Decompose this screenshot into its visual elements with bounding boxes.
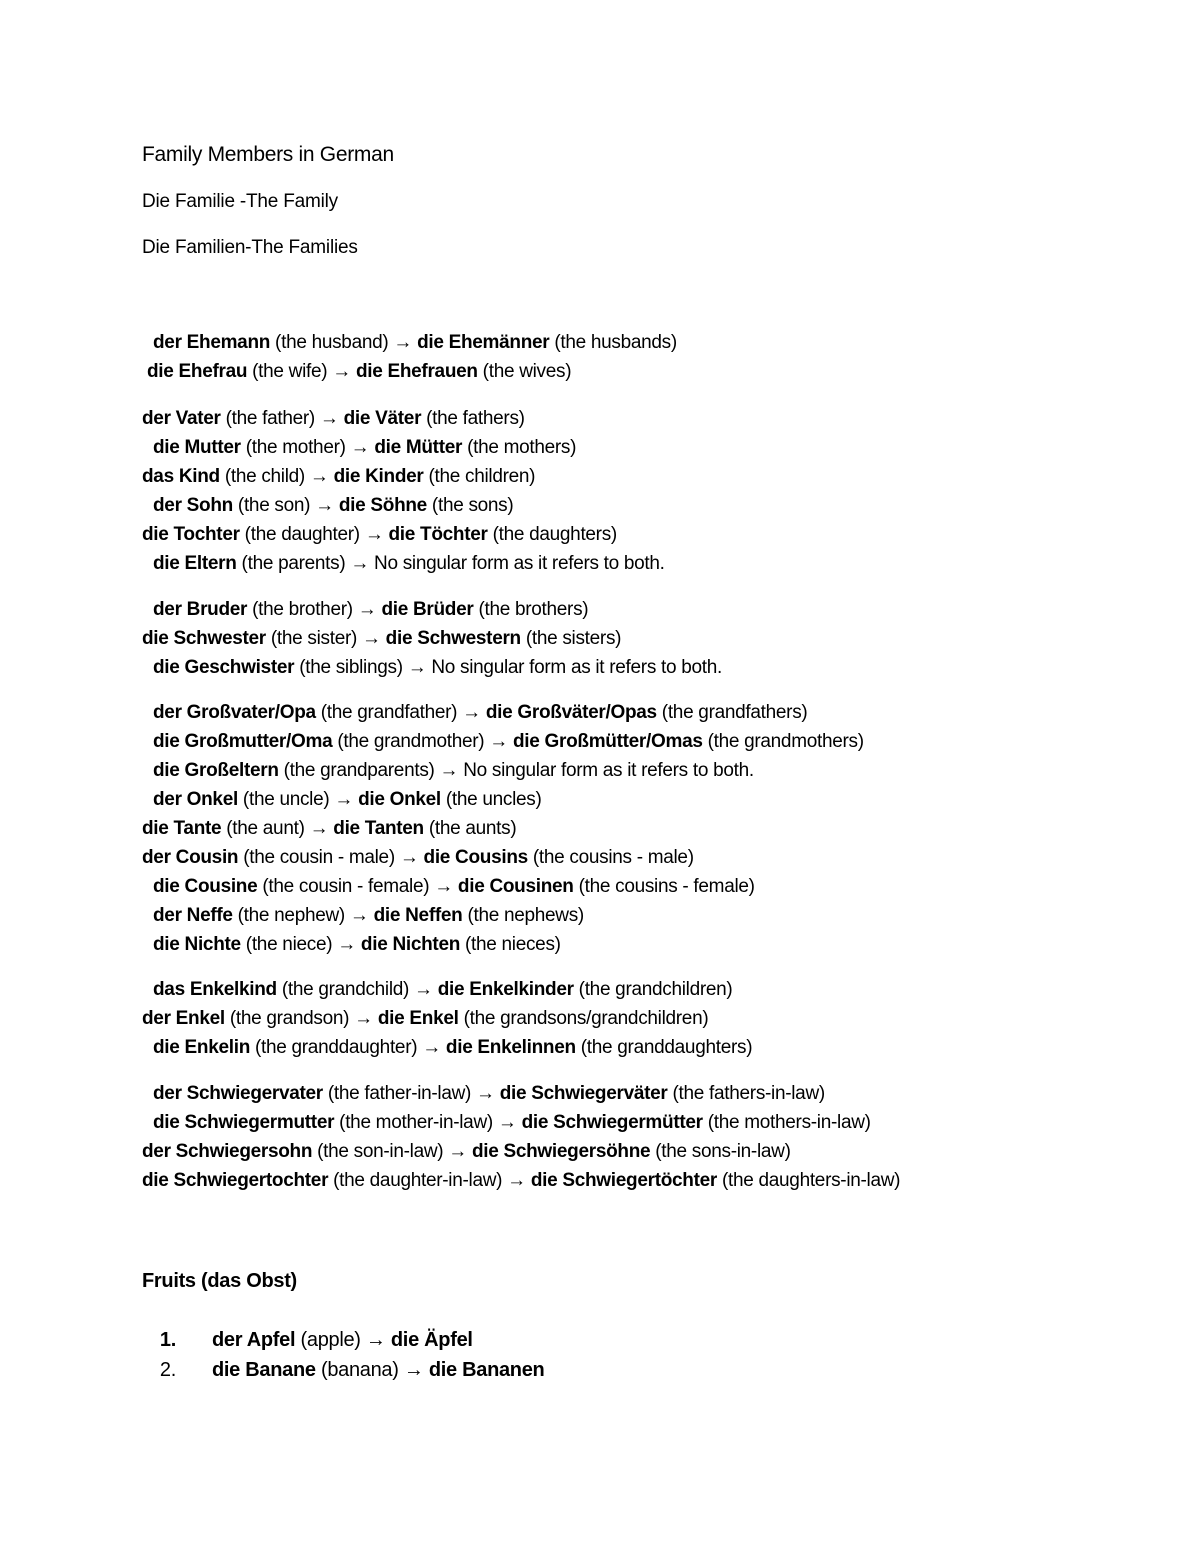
plural-term: die Enkelkinder <box>437 979 574 1000</box>
plural-translation: (the uncles) <box>440 789 542 810</box>
singular-term: die Schwiegertochter <box>142 1170 329 1191</box>
singular-term: die Schwester <box>142 628 266 649</box>
singular-term: die Geschwister <box>153 657 295 678</box>
plural-term: die Tanten <box>333 818 424 839</box>
vocab-entry <box>142 727 1142 756</box>
vocab-entry <box>142 357 1142 386</box>
vocab-entry <box>142 1004 1142 1033</box>
plural-term: die Ehemänner <box>417 332 550 353</box>
plural-term: die Brüder <box>381 599 474 620</box>
singular-translation: (the son-in-law) → <box>312 1141 472 1162</box>
singular-translation: (the aunt) → <box>221 818 334 839</box>
plural-term: die Onkel <box>358 789 441 810</box>
singular-term: der Neffe <box>153 905 233 926</box>
singular-translation: (the siblings) → No singular form as it refers to both. <box>294 657 722 678</box>
singular-term: das Kind <box>142 466 220 487</box>
singular-translation: (apple) → <box>295 1329 391 1351</box>
singular-term: der Schwiegervater <box>153 1083 323 1104</box>
plural-term: die Väter <box>343 408 422 429</box>
plural-translation: (the daughters-in-law) <box>717 1170 901 1191</box>
plural-term: die Enkelinnen <box>445 1037 576 1058</box>
vocab-group-extended-family <box>142 698 1142 959</box>
vocab-group-in-laws <box>142 1079 1142 1195</box>
singular-term: die Banane <box>212 1359 316 1381</box>
singular-translation: (the uncle) → <box>237 789 359 810</box>
vocab-entry <box>142 520 1142 549</box>
singular-translation: (the cousin - male) → <box>238 847 424 868</box>
vocab-entry <box>142 433 1142 462</box>
plural-translation: (the sisters) <box>520 628 622 649</box>
plural-translation: (the cousins - female) <box>573 876 755 897</box>
singular-translation: (the parents) → No singular form as it refers to both. <box>236 553 665 574</box>
vocab-entry <box>142 462 1142 491</box>
singular-translation: (banana) → <box>315 1359 429 1381</box>
vocab-group-grandchildren <box>142 975 1142 1062</box>
vocab-entry <box>142 404 1142 433</box>
singular-translation: (the father-in-law) → <box>322 1083 500 1104</box>
singular-translation: (the son) → <box>232 495 339 516</box>
vocab-group-spouses <box>142 328 1142 386</box>
fruits-heading: Fruits (das Obst) <box>142 1270 297 1292</box>
singular-translation: (the grandfather) → <box>315 702 486 723</box>
vocab-entry <box>142 975 1142 1004</box>
vocab-entry <box>142 624 1142 653</box>
singular-term: die Nichte <box>153 934 241 955</box>
singular-translation: (the cousin - female) → <box>257 876 458 897</box>
plural-term: die Bananen <box>428 1359 545 1381</box>
plural-term: die Äpfel <box>390 1329 473 1351</box>
subtitle-family: Die Familie -The Family <box>142 191 338 212</box>
vocab-entry <box>142 1166 1142 1195</box>
singular-translation: (the sister) → <box>265 628 386 649</box>
vocab-entry <box>142 491 1142 520</box>
singular-term: die Eltern <box>153 553 237 574</box>
plural-translation: (the wives) <box>477 361 572 382</box>
singular-term: der Cousin <box>142 847 239 868</box>
plural-translation: (the cousins - male) <box>527 847 694 868</box>
vocab-group-siblings <box>142 595 1142 682</box>
singular-term: der Ehemann <box>153 332 271 353</box>
vocab-entry <box>142 785 1142 814</box>
plural-translation: (the sons) <box>426 495 514 516</box>
plural-translation: (the nephews) <box>462 905 584 926</box>
singular-translation: (the brother) → <box>247 599 382 620</box>
vocab-entry <box>142 872 1142 901</box>
plural-translation: (the nieces) <box>460 934 561 955</box>
page-title: Family Members in German <box>142 143 394 166</box>
plural-term: die Großmütter/Omas <box>512 731 703 752</box>
singular-term: die Cousine <box>153 876 258 897</box>
singular-term: das Enkelkind <box>153 979 277 1000</box>
singular-translation: (the daughter-in-law) → <box>328 1170 531 1191</box>
plural-term: die Nichten <box>360 934 461 955</box>
subtitle-families: Die Familien-The Families <box>142 237 358 258</box>
singular-translation: (the grandmother) → <box>332 731 513 752</box>
plural-translation: (the brothers) <box>473 599 589 620</box>
fruits-list <box>142 1325 1042 1385</box>
fruit-list-item <box>142 1355 1042 1385</box>
vocab-entry <box>142 814 1142 843</box>
vocab-entry <box>142 653 1142 682</box>
singular-translation: (the niece) → <box>240 934 361 955</box>
plural-term: die Töchter <box>388 524 488 545</box>
singular-term: die Mutter <box>153 437 241 458</box>
singular-translation: (the grandson) → <box>224 1008 378 1029</box>
plural-term: die Enkel <box>377 1008 459 1029</box>
plural-term: die Schwestern <box>385 628 521 649</box>
singular-translation: (the daughter) → <box>239 524 389 545</box>
plural-term: die Cousinen <box>457 876 574 897</box>
plural-term: die Schwiegersöhne <box>471 1141 651 1162</box>
plural-translation: (the sons-in-law) <box>650 1141 791 1162</box>
singular-term: die Tante <box>142 818 222 839</box>
plural-translation: (the grandmothers) <box>702 731 864 752</box>
vocab-entry <box>142 901 1142 930</box>
plural-translation: (the grandsons/grandchildren) <box>458 1008 709 1029</box>
singular-translation: (the father) → <box>220 408 344 429</box>
singular-term: die Ehefrau <box>147 361 248 382</box>
vocab-entry <box>142 930 1142 959</box>
singular-translation: (the grandparents) → No singular form as it refers to both. <box>278 760 754 781</box>
singular-translation: (the child) → <box>219 466 334 487</box>
singular-term: die Tochter <box>142 524 240 545</box>
singular-term: der Onkel <box>153 789 238 810</box>
plural-term: die Mütter <box>374 437 463 458</box>
plural-term: die Großväter/Opas <box>485 702 657 723</box>
plural-translation: (the fathers) <box>421 408 525 429</box>
singular-term: der Apfel <box>212 1329 296 1351</box>
vocab-entry <box>142 549 1142 578</box>
plural-term: die Söhne <box>338 495 427 516</box>
singular-translation: (the mother) → <box>240 437 375 458</box>
vocab-group-parents-children <box>142 404 1142 578</box>
singular-term: die Schwiegermutter <box>153 1112 335 1133</box>
vocab-entry <box>142 843 1142 872</box>
plural-translation: (the fathers-in-law) <box>667 1083 825 1104</box>
vocab-entry <box>142 595 1142 624</box>
singular-term: die Großmutter/Oma <box>153 731 333 752</box>
plural-translation: (the grandfathers) <box>656 702 808 723</box>
plural-term: die Schwiegerväter <box>499 1083 668 1104</box>
singular-term: der Bruder <box>153 599 248 620</box>
vocab-entry <box>142 756 1142 785</box>
vocab-entry <box>142 698 1142 727</box>
plural-translation: (the mothers) <box>462 437 577 458</box>
plural-term: die Kinder <box>333 466 424 487</box>
list-number: 1. <box>159 1329 176 1351</box>
singular-term: die Enkelin <box>153 1037 251 1058</box>
plural-term: die Schwiegermütter <box>521 1112 703 1133</box>
singular-term: die Großeltern <box>153 760 279 781</box>
plural-translation: (the granddaughters) <box>575 1037 753 1058</box>
plural-term: die Ehefrauen <box>355 361 478 382</box>
vocab-entry <box>142 1079 1142 1108</box>
vocab-entry <box>142 1137 1142 1166</box>
singular-term: der Schwiegersohn <box>142 1141 313 1162</box>
plural-translation: (the mothers-in-law) <box>702 1112 871 1133</box>
vocab-entry <box>142 1033 1142 1062</box>
singular-translation: (the granddaughter) → <box>250 1037 446 1058</box>
singular-translation: (the mother-in-law) → <box>334 1112 522 1133</box>
vocab-entry <box>142 328 1142 357</box>
plural-term: die Schwiegertöchter <box>530 1170 717 1191</box>
plural-term: die Neffen <box>373 905 463 926</box>
plural-translation: (the aunts) <box>423 818 517 839</box>
singular-term: der Großvater/Opa <box>153 702 316 723</box>
singular-term: der Vater <box>142 408 221 429</box>
plural-translation: (the children) <box>423 466 536 487</box>
singular-translation: (the wife) → <box>247 361 356 382</box>
plural-term: die Cousins <box>423 847 528 868</box>
singular-translation: (the grandchild) → <box>276 979 438 1000</box>
singular-term: der Sohn <box>153 495 233 516</box>
plural-translation: (the grandchildren) <box>573 979 733 1000</box>
singular-translation: (the nephew) → <box>232 905 374 926</box>
singular-term: der Enkel <box>142 1008 225 1029</box>
vocab-entry <box>142 1108 1142 1137</box>
plural-translation: (the husbands) <box>549 332 677 353</box>
plural-translation: (the daughters) <box>487 524 617 545</box>
list-number: 2. <box>159 1359 176 1381</box>
fruit-list-item <box>142 1325 1042 1355</box>
singular-translation: (the husband) → <box>270 332 418 353</box>
